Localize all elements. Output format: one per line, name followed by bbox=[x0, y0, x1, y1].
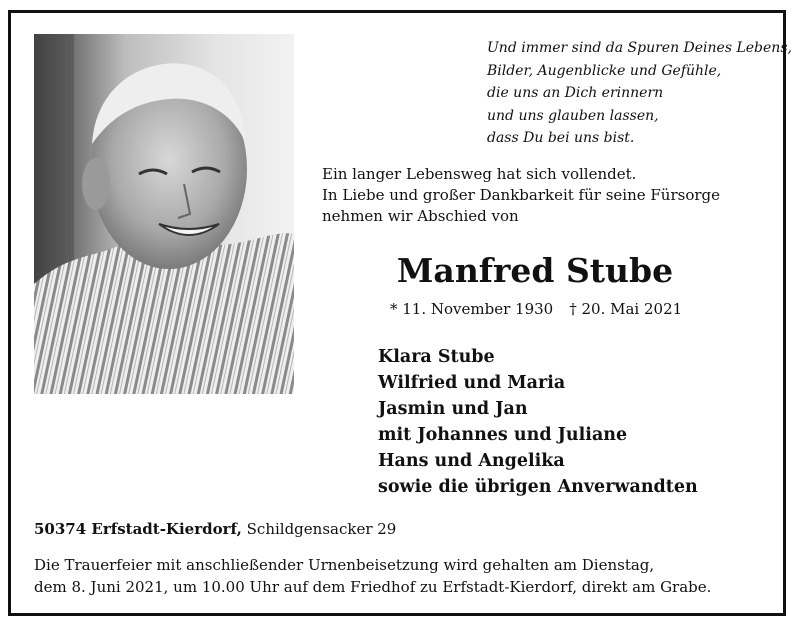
mourners-list bbox=[378, 344, 698, 500]
service-line: dem 8. Juni 2021, um 10.00 Uhr auf dem Friedhof zu Erfstadt-Kierdorf, direkt am Grabe. bbox=[34, 578, 712, 596]
mourner-name: Klara Stube bbox=[378, 347, 495, 367]
mourner-name: sowie die übrigen Anverwandten bbox=[378, 477, 698, 497]
poem-line: Und immer sind da Spuren Deines Lebens, bbox=[487, 40, 792, 56]
mourner-name: Jasmin und Jan bbox=[378, 399, 528, 419]
funeral-service-info bbox=[34, 554, 774, 598]
poem-line: die uns an Dich erinnern bbox=[487, 85, 664, 101]
portrait-photo bbox=[34, 34, 294, 394]
life-dates bbox=[390, 298, 682, 320]
mourner-name: Hans und Angelika bbox=[378, 451, 565, 471]
poem-line: und uns glauben lassen, bbox=[487, 107, 659, 124]
deceased-name: Manfred Stube bbox=[396, 251, 674, 290]
intro-line: In Liebe und großer Dankbarkeit für seine Fürsorge bbox=[322, 186, 721, 204]
memorial-poem bbox=[487, 37, 792, 150]
address-street: Schildgensacker 29 bbox=[246, 520, 397, 538]
poem-line: dass Du bei uns bist. bbox=[487, 130, 635, 146]
address-city: 50374 Erfstadt-Kierdorf, bbox=[34, 520, 242, 538]
service-line: Die Trauerfeier mit anschließender Urnenbeisetzung wird gehalten am Dienstag, bbox=[34, 556, 655, 574]
death-date: † 20. Mai 2021 bbox=[569, 300, 683, 318]
mourner-name: mit Johannes und Juliane bbox=[378, 425, 628, 445]
poem-line: Bilder, Augenblicke und Gefühle, bbox=[487, 62, 722, 79]
birth-date: * 11. November 1930 bbox=[390, 300, 554, 318]
intro-text bbox=[322, 164, 782, 227]
family-address bbox=[34, 519, 396, 539]
intro-line: Ein langer Lebensweg hat sich vollendet. bbox=[322, 165, 637, 183]
mourner-name: Wilfried und Maria bbox=[378, 373, 566, 393]
intro-line: nehmen wir Abschied von bbox=[322, 207, 519, 225]
